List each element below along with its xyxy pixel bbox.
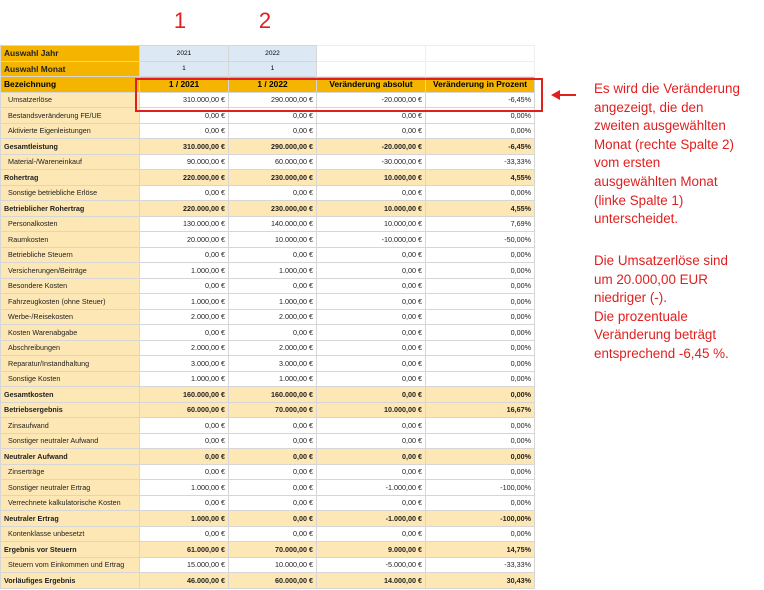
value-change-absolute: -20.000,00 € xyxy=(317,92,426,108)
table-row xyxy=(1,573,535,589)
value-period-2: 3.000,00 € xyxy=(229,356,317,372)
row-label: Steuern vom Einkommen und Ertrag xyxy=(1,557,140,573)
value-period-2: 0,00 € xyxy=(229,123,317,139)
value-period-1: 220.000,00 € xyxy=(140,170,229,186)
value-period-1: 1.000,00 € xyxy=(140,511,229,527)
value-change-absolute: 0,00 € xyxy=(317,185,426,201)
table-row xyxy=(1,294,535,310)
year-2-select[interactable]: 2022 xyxy=(229,46,317,62)
value-period-2: 0,00 € xyxy=(229,495,317,511)
value-change-percent: 0,00% xyxy=(426,371,535,387)
row-label: Ergebnis vor Steuern xyxy=(1,542,140,558)
row-label: Neutraler Ertrag xyxy=(1,511,140,527)
value-change-absolute: 9.000,00 € xyxy=(317,542,426,558)
value-period-1: 60.000,00 € xyxy=(140,402,229,418)
row-label: Rohertrag xyxy=(1,170,140,186)
row-label: Betrieblicher Rohertrag xyxy=(1,201,140,217)
row-label: Betriebliche Steuern xyxy=(1,247,140,263)
value-change-absolute: -5.000,00 € xyxy=(317,557,426,573)
arrow-left-icon xyxy=(551,88,577,102)
row-label: Bestandsveränderung FE/UE xyxy=(1,108,140,124)
row-label: Sonstiger neutraler Aufwand xyxy=(1,433,140,449)
value-change-absolute: 14.000,00 € xyxy=(317,573,426,589)
row-label: Zinserträge xyxy=(1,464,140,480)
table-row xyxy=(1,480,535,496)
row-label: Raumkosten xyxy=(1,232,140,248)
row-label: Aktivierte Eigenleistungen xyxy=(1,123,140,139)
table-row xyxy=(1,108,535,124)
value-period-2: 290.000,00 € xyxy=(229,139,317,155)
year-selection-row xyxy=(1,46,535,62)
value-change-absolute: 10.000,00 € xyxy=(317,201,426,217)
table-row xyxy=(1,542,535,558)
table-row xyxy=(1,232,535,248)
value-change-absolute: -10.000,00 € xyxy=(317,232,426,248)
value-period-1: 0,00 € xyxy=(140,433,229,449)
value-change-percent: 0,00% xyxy=(426,185,535,201)
value-change-percent: 4,55% xyxy=(426,170,535,186)
table-row xyxy=(1,449,535,465)
value-change-percent: 0,00% xyxy=(426,495,535,511)
month-selection-label: Auswahl Monat xyxy=(1,61,140,77)
value-change-absolute: 0,00 € xyxy=(317,433,426,449)
bwa-comparison-table xyxy=(0,45,535,589)
value-change-percent: 7,69% xyxy=(426,216,535,232)
header-period-1: 1 / 2021 xyxy=(140,77,229,93)
row-label: Abschreibungen xyxy=(1,340,140,356)
value-period-2: 0,00 € xyxy=(229,278,317,294)
row-label: Sonstige Kosten xyxy=(1,371,140,387)
value-period-1: 0,00 € xyxy=(140,123,229,139)
value-period-1: 310.000,00 € xyxy=(140,139,229,155)
value-change-absolute: -20.000,00 € xyxy=(317,139,426,155)
value-period-2: 230.000,00 € xyxy=(229,170,317,186)
table-row xyxy=(1,402,535,418)
value-change-absolute: 0,00 € xyxy=(317,340,426,356)
value-period-2: 60.000,00 € xyxy=(229,573,317,589)
value-change-percent: 0,00% xyxy=(426,278,535,294)
value-change-absolute: 0,00 € xyxy=(317,526,426,542)
value-period-1: 310.000,00 € xyxy=(140,92,229,108)
empty-cell xyxy=(426,46,535,62)
table-row xyxy=(1,340,535,356)
value-change-percent: 0,00% xyxy=(426,433,535,449)
row-label: Sonstige betriebliche Erlöse xyxy=(1,185,140,201)
table-row xyxy=(1,418,535,434)
value-change-percent: -33,33% xyxy=(426,557,535,573)
value-period-2: 0,00 € xyxy=(229,433,317,449)
value-period-1: 15.000,00 € xyxy=(140,557,229,573)
value-period-1: 130.000,00 € xyxy=(140,216,229,232)
table-row xyxy=(1,278,535,294)
empty-cell xyxy=(426,61,535,77)
value-change-percent: -50,00% xyxy=(426,232,535,248)
column-marker-2: 2 xyxy=(258,8,272,33)
value-change-absolute: 0,00 € xyxy=(317,325,426,341)
value-change-absolute: 0,00 € xyxy=(317,108,426,124)
value-change-percent: 30,43% xyxy=(426,573,535,589)
value-period-2: 10.000,00 € xyxy=(229,557,317,573)
value-period-2: 70.000,00 € xyxy=(229,402,317,418)
annotation-text-explanation: Es wird die Veränderung angezeigt, die den zweiten ausgewählten Monat (rechte Spalte 2) vom ersten ausgewählten Monat (linke Spalte 1) unterscheidet. xyxy=(594,81,740,227)
value-change-absolute: 0,00 € xyxy=(317,464,426,480)
table-row xyxy=(1,216,535,232)
value-period-2: 0,00 € xyxy=(229,464,317,480)
value-change-percent: -6,45% xyxy=(426,139,535,155)
value-period-1: 3.000,00 € xyxy=(140,356,229,372)
value-change-absolute: -1.000,00 € xyxy=(317,480,426,496)
value-change-percent: 0,00% xyxy=(426,464,535,480)
table-row xyxy=(1,325,535,341)
row-label: Gesamtkosten xyxy=(1,387,140,403)
row-label: Umsatzerlöse xyxy=(1,92,140,108)
value-change-absolute: 10.000,00 € xyxy=(317,402,426,418)
value-period-1: 46.000,00 € xyxy=(140,573,229,589)
value-period-2: 10.000,00 € xyxy=(229,232,317,248)
value-change-percent: 0,00% xyxy=(426,526,535,542)
year-selection-label: Auswahl Jahr xyxy=(1,46,140,62)
value-period-2: 140.000,00 € xyxy=(229,216,317,232)
value-change-percent: 4,55% xyxy=(426,201,535,217)
row-label: Zinsaufwand xyxy=(1,418,140,434)
value-change-absolute: 0,00 € xyxy=(317,495,426,511)
value-change-percent: -100,00% xyxy=(426,480,535,496)
value-period-2: 70.000,00 € xyxy=(229,542,317,558)
value-change-absolute: 0,00 € xyxy=(317,123,426,139)
table-row xyxy=(1,309,535,325)
row-label: Personalkosten xyxy=(1,216,140,232)
value-change-absolute: 0,00 € xyxy=(317,278,426,294)
value-change-absolute: 0,00 € xyxy=(317,449,426,465)
row-label: Reparatur/Instandhaltung xyxy=(1,356,140,372)
column-marker-1: 1 xyxy=(173,8,187,33)
value-change-absolute: -1.000,00 € xyxy=(317,511,426,527)
value-change-percent: 0,00% xyxy=(426,247,535,263)
header-change-percent: Veränderung in Prozent xyxy=(426,77,535,93)
table-row xyxy=(1,123,535,139)
value-change-percent: -100,00% xyxy=(426,511,535,527)
value-period-1: 0,00 € xyxy=(140,247,229,263)
value-change-percent: 0,00% xyxy=(426,418,535,434)
value-change-absolute: -30.000,00 € xyxy=(317,154,426,170)
row-label: Versicherungen/Beiträge xyxy=(1,263,140,279)
value-period-2: 2.000,00 € xyxy=(229,340,317,356)
table-row xyxy=(1,356,535,372)
value-period-1: 2.000,00 € xyxy=(140,309,229,325)
value-period-1: 90.000,00 € xyxy=(140,154,229,170)
table-row xyxy=(1,154,535,170)
table-row xyxy=(1,511,535,527)
table-row xyxy=(1,139,535,155)
value-period-1: 1.000,00 € xyxy=(140,263,229,279)
value-change-absolute: 0,00 € xyxy=(317,418,426,434)
value-period-1: 0,00 € xyxy=(140,108,229,124)
value-period-2: 1.000,00 € xyxy=(229,371,317,387)
value-change-absolute: 10.000,00 € xyxy=(317,170,426,186)
table-row xyxy=(1,433,535,449)
value-period-2: 290.000,00 € xyxy=(229,92,317,108)
table-row xyxy=(1,247,535,263)
value-period-1: 1.000,00 € xyxy=(140,480,229,496)
table-row xyxy=(1,526,535,542)
value-period-1: 0,00 € xyxy=(140,449,229,465)
value-period-2: 0,00 € xyxy=(229,480,317,496)
value-change-percent: 14,75% xyxy=(426,542,535,558)
table-row xyxy=(1,557,535,573)
value-period-2: 0,00 € xyxy=(229,185,317,201)
row-label: Sonstiger neutraler Ertrag xyxy=(1,480,140,496)
value-period-1: 220.000,00 € xyxy=(140,201,229,217)
row-label: Gesamtleistung xyxy=(1,139,140,155)
value-period-2: 1.000,00 € xyxy=(229,294,317,310)
value-change-absolute: 0,00 € xyxy=(317,356,426,372)
value-change-percent: 0,00% xyxy=(426,356,535,372)
year-1-select[interactable]: 2021 xyxy=(140,46,229,62)
value-change-absolute: 0,00 € xyxy=(317,294,426,310)
value-period-1: 1.000,00 € xyxy=(140,294,229,310)
value-period-1: 0,00 € xyxy=(140,526,229,542)
value-period-2: 160.000,00 € xyxy=(229,387,317,403)
value-change-percent: 0,00% xyxy=(426,449,535,465)
row-label: Fahrzeugkosten (ohne Steuer) xyxy=(1,294,140,310)
value-change-percent: 0,00% xyxy=(426,309,535,325)
value-change-percent: 16,67% xyxy=(426,402,535,418)
header-change-absolute: Veränderung absolut xyxy=(317,77,426,93)
header-period-2: 1 / 2022 xyxy=(229,77,317,93)
value-change-percent: -6,45% xyxy=(426,92,535,108)
value-period-2: 0,00 € xyxy=(229,108,317,124)
row-label: Vorläufiges Ergebnis xyxy=(1,573,140,589)
value-period-1: 160.000,00 € xyxy=(140,387,229,403)
row-label: Verrechnete kalkulatorische Kosten xyxy=(1,495,140,511)
table-row xyxy=(1,170,535,186)
month-selection-row xyxy=(1,61,535,77)
table-row xyxy=(1,201,535,217)
row-label: Betriebsergebnis xyxy=(1,402,140,418)
row-label: Kosten Warenabgabe xyxy=(1,325,140,341)
value-period-1: 1.000,00 € xyxy=(140,371,229,387)
value-change-absolute: 0,00 € xyxy=(317,371,426,387)
value-period-1: 0,00 € xyxy=(140,278,229,294)
value-period-1: 2.000,00 € xyxy=(140,340,229,356)
month-1-select[interactable]: 1 xyxy=(140,61,229,77)
value-change-percent: -33,33% xyxy=(426,154,535,170)
table-row xyxy=(1,185,535,201)
row-label: Neutraler Aufwand xyxy=(1,449,140,465)
value-change-percent: 0,00% xyxy=(426,263,535,279)
value-period-1: 0,00 € xyxy=(140,325,229,341)
value-change-percent: 0,00% xyxy=(426,387,535,403)
annotation-text-example: Die Umsatzerlöse sind um 20.000,00 EUR niedriger (-). Die prozentuale Veränderung beträgt entsprechend -6,45 %. xyxy=(594,253,729,361)
value-change-percent: 0,00% xyxy=(426,108,535,124)
value-change-percent: 0,00% xyxy=(426,294,535,310)
value-change-percent: 0,00% xyxy=(426,325,535,341)
table-row xyxy=(1,387,535,403)
value-period-2: 0,00 € xyxy=(229,449,317,465)
value-period-2: 230.000,00 € xyxy=(229,201,317,217)
value-change-absolute: 0,00 € xyxy=(317,387,426,403)
table-row xyxy=(1,371,535,387)
table-row xyxy=(1,495,535,511)
value-period-2: 0,00 € xyxy=(229,325,317,341)
table-row xyxy=(1,92,535,108)
row-label: Werbe-/Reisekosten xyxy=(1,309,140,325)
value-change-absolute: 0,00 € xyxy=(317,247,426,263)
month-2-select[interactable]: 1 xyxy=(229,61,317,77)
empty-cell xyxy=(317,61,426,77)
value-change-absolute: 0,00 € xyxy=(317,263,426,279)
value-period-1: 0,00 € xyxy=(140,464,229,480)
value-period-1: 20.000,00 € xyxy=(140,232,229,248)
empty-cell xyxy=(317,46,426,62)
value-change-percent: 0,00% xyxy=(426,340,535,356)
value-period-2: 0,00 € xyxy=(229,511,317,527)
value-period-1: 61.000,00 € xyxy=(140,542,229,558)
value-period-2: 60.000,00 € xyxy=(229,154,317,170)
row-label: Material-/Wareneinkauf xyxy=(1,154,140,170)
value-period-2: 2.000,00 € xyxy=(229,309,317,325)
table-header-row xyxy=(1,77,535,93)
row-label: Besondere Kosten xyxy=(1,278,140,294)
table-row xyxy=(1,263,535,279)
value-change-absolute: 0,00 € xyxy=(317,309,426,325)
value-period-1: 0,00 € xyxy=(140,495,229,511)
header-label: Bezeichnung xyxy=(1,77,140,93)
row-label: Kontenklasse unbesetzt xyxy=(1,526,140,542)
value-period-2: 1.000,00 € xyxy=(229,263,317,279)
value-period-2: 0,00 € xyxy=(229,247,317,263)
value-change-percent: 0,00% xyxy=(426,123,535,139)
value-change-absolute: 10.000,00 € xyxy=(317,216,426,232)
value-period-2: 0,00 € xyxy=(229,526,317,542)
value-period-1: 0,00 € xyxy=(140,418,229,434)
value-period-2: 0,00 € xyxy=(229,418,317,434)
table-row xyxy=(1,464,535,480)
value-period-1: 0,00 € xyxy=(140,185,229,201)
